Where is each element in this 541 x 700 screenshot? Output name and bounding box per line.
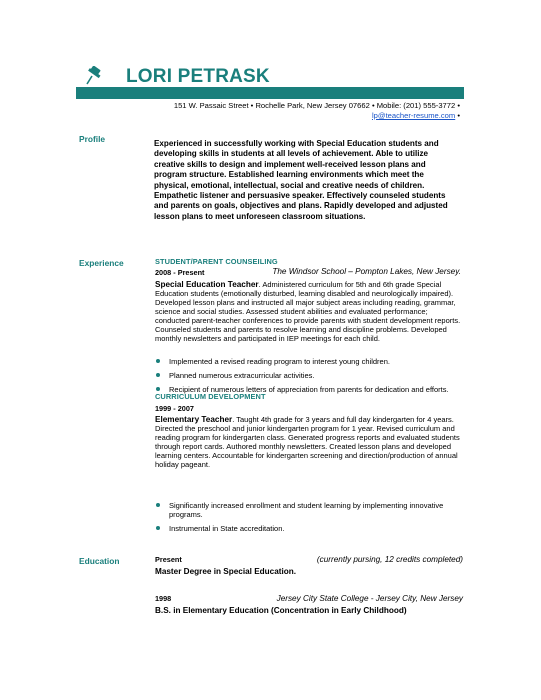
experience-label: Experience	[79, 258, 124, 268]
profile-text: Experienced in successfully working with Special Education students and developing skills in students at all levels of achievement. Able to utilize creative skills to design and implement well-received lesson plans and program structure. Established learning environments which meet the physical, emotional, intellectual, social and creative needs of children. Empathetic listener and persuasive speaker. Effectively counseled students and parents on goals, objectives and plans. Rapidly developed and adjusted lesson plans to meet unforeseen classroom situations.	[154, 139, 448, 221]
job-description	[155, 280, 461, 343]
list-item: Significantly increased enrollment and student learning by implementing innovative programs.	[155, 501, 461, 519]
contact-line: 151 W. Passaic Street • Rochelle Park, New Jersey 07662 • Mobile: (201) 555-3772 •	[173, 101, 460, 110]
education-degree: B.S. in Elementary Education (Concentration in Early Childhood)	[155, 606, 407, 615]
list-item: Recipient of numerous letters of appreciation from parents for dedication and efforts.	[155, 385, 461, 394]
job-description-text: . Taught 4th grade for 3 years and full day kindergarten for 4 years. Directed the preschool and junior kindergarten program for 1 year. Revised curriculum and reading program for kindergarten class. Generated progress reports and evaluated students through report cards. Authored monthly newsletters. Created lesson plans and developed learning centers. Accountable for kindergarten screening and direction/production of annual holiday pageant.	[155, 415, 460, 469]
job-description	[155, 415, 461, 469]
job-place: The Windsor School – Pompton Lakes, New Jersey.	[272, 267, 461, 276]
job-title: Special Education Teacher	[155, 280, 259, 289]
job-dates: 2008 - Present	[155, 268, 205, 277]
bullet-icon	[156, 373, 160, 377]
job-heading: CURRICULUM DEVELOPMENT	[155, 392, 266, 401]
bullet-icon	[156, 503, 160, 507]
pushpin-icon	[84, 66, 106, 86]
email-link[interactable]: lp@teacher-resume.com	[371, 111, 456, 120]
contact-info	[155, 101, 460, 121]
education-note: (currently pursing, 12 credits completed)	[316, 555, 463, 564]
education-degree: Master Degree in Special Education.	[155, 567, 297, 576]
list-item: Instrumental in State accreditation.	[155, 524, 461, 533]
education-date: 1998	[155, 594, 172, 603]
job-title: Elementary Teacher	[155, 415, 233, 424]
bullet-icon	[156, 359, 160, 363]
profile-label: Profile	[79, 134, 106, 144]
job-heading: STUDENT/PARENT COUNSEILING	[155, 257, 278, 266]
bullet-icon	[156, 387, 160, 391]
education-note: Jersey City State College - Jersey City, New Jersey	[276, 594, 463, 603]
list-item: Planned numerous extracurricular activities.	[155, 371, 461, 380]
education-label: Education	[79, 556, 120, 566]
bullet-icon	[156, 526, 160, 530]
job-description-text: . Administered curriculum for 5th and 6th grade Special Education students (emotionally disturbed, learning disabled and neurologically impaired). Developed lesson plans and instructed all major subject areas including reading, grammar, science and social studies. Assessed student abilities and evaluated performance; conducted parent-teacher conferences to provide parents with student development reports. Counseled students and parents to resolve learning and discipline problems. Developed monthly newsletters and participated in IEP meetings for each child.	[155, 280, 461, 343]
resume-name: LORI PETRASK	[126, 66, 270, 87]
education-date: Present	[155, 555, 182, 564]
header-bar	[76, 87, 464, 99]
list-item: Implemented a revised reading program to interest young children.	[155, 357, 461, 366]
email-suffix: •	[455, 111, 460, 120]
job-bullets	[155, 501, 461, 538]
job-dates: 1999 - 2007	[155, 404, 194, 413]
